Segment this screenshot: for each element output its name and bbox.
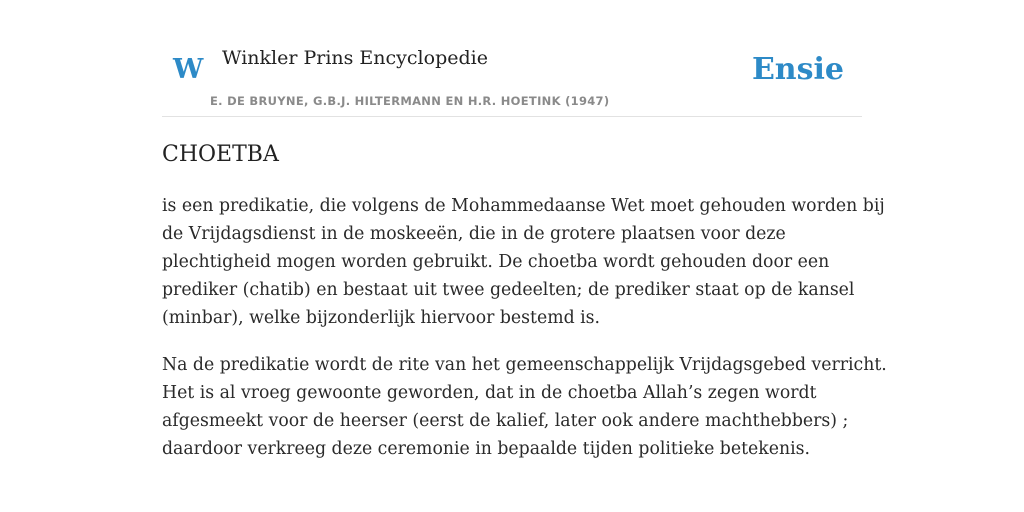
entry-body [162,192,887,482]
text-line: de Vrijdagsdienst in de moskeeën, die in de grotere plaatsen voor deze [162,224,786,244]
source-authors: E. DE BRUYNE, G.B.J. HILTERMANN EN H.R. HOETINK (1947) [210,94,610,108]
text-line: is een predikatie, die volgens de Mohammedaanse Wet moet gehouden worden bij [162,196,885,216]
text-line: afgesmeekt voor de heerser (eerst de kalief, later ook andere machthebbers) ; [162,411,849,431]
text-line: daardoor verkreeg deze ceremonie in bepaalde tijden politieke betekenis. [162,439,810,459]
source-header [162,0,862,117]
paragraph-1 [162,192,885,332]
source-title-link[interactable]: Winkler Prins Encyclopedie [222,47,488,69]
paragraph-2 [162,351,887,463]
text-line: prediker (chatib) en bestaat uit twee gedeelten; de prediker staat op de kansel [162,280,855,300]
entry-title: CHOETBA [162,142,279,167]
text-line: (minbar), welke bijzonderlijk hiervoor bestemd is. [162,308,601,328]
text-line: plechtigheid mogen worden gebruikt. De choetba wordt gehouden door een [162,252,830,272]
ensie-logo[interactable]: Ensie [751,52,844,87]
text-line: Na de predikatie wordt de rite van het gemeenschappelijk Vrijdagsgebed verricht. [162,355,887,375]
winkler-prins-logo[interactable]: W [173,54,204,85]
text-line: Het is al vroeg gewoonte geworden, dat in de choetba Allah’s zegen wordt [162,383,817,403]
